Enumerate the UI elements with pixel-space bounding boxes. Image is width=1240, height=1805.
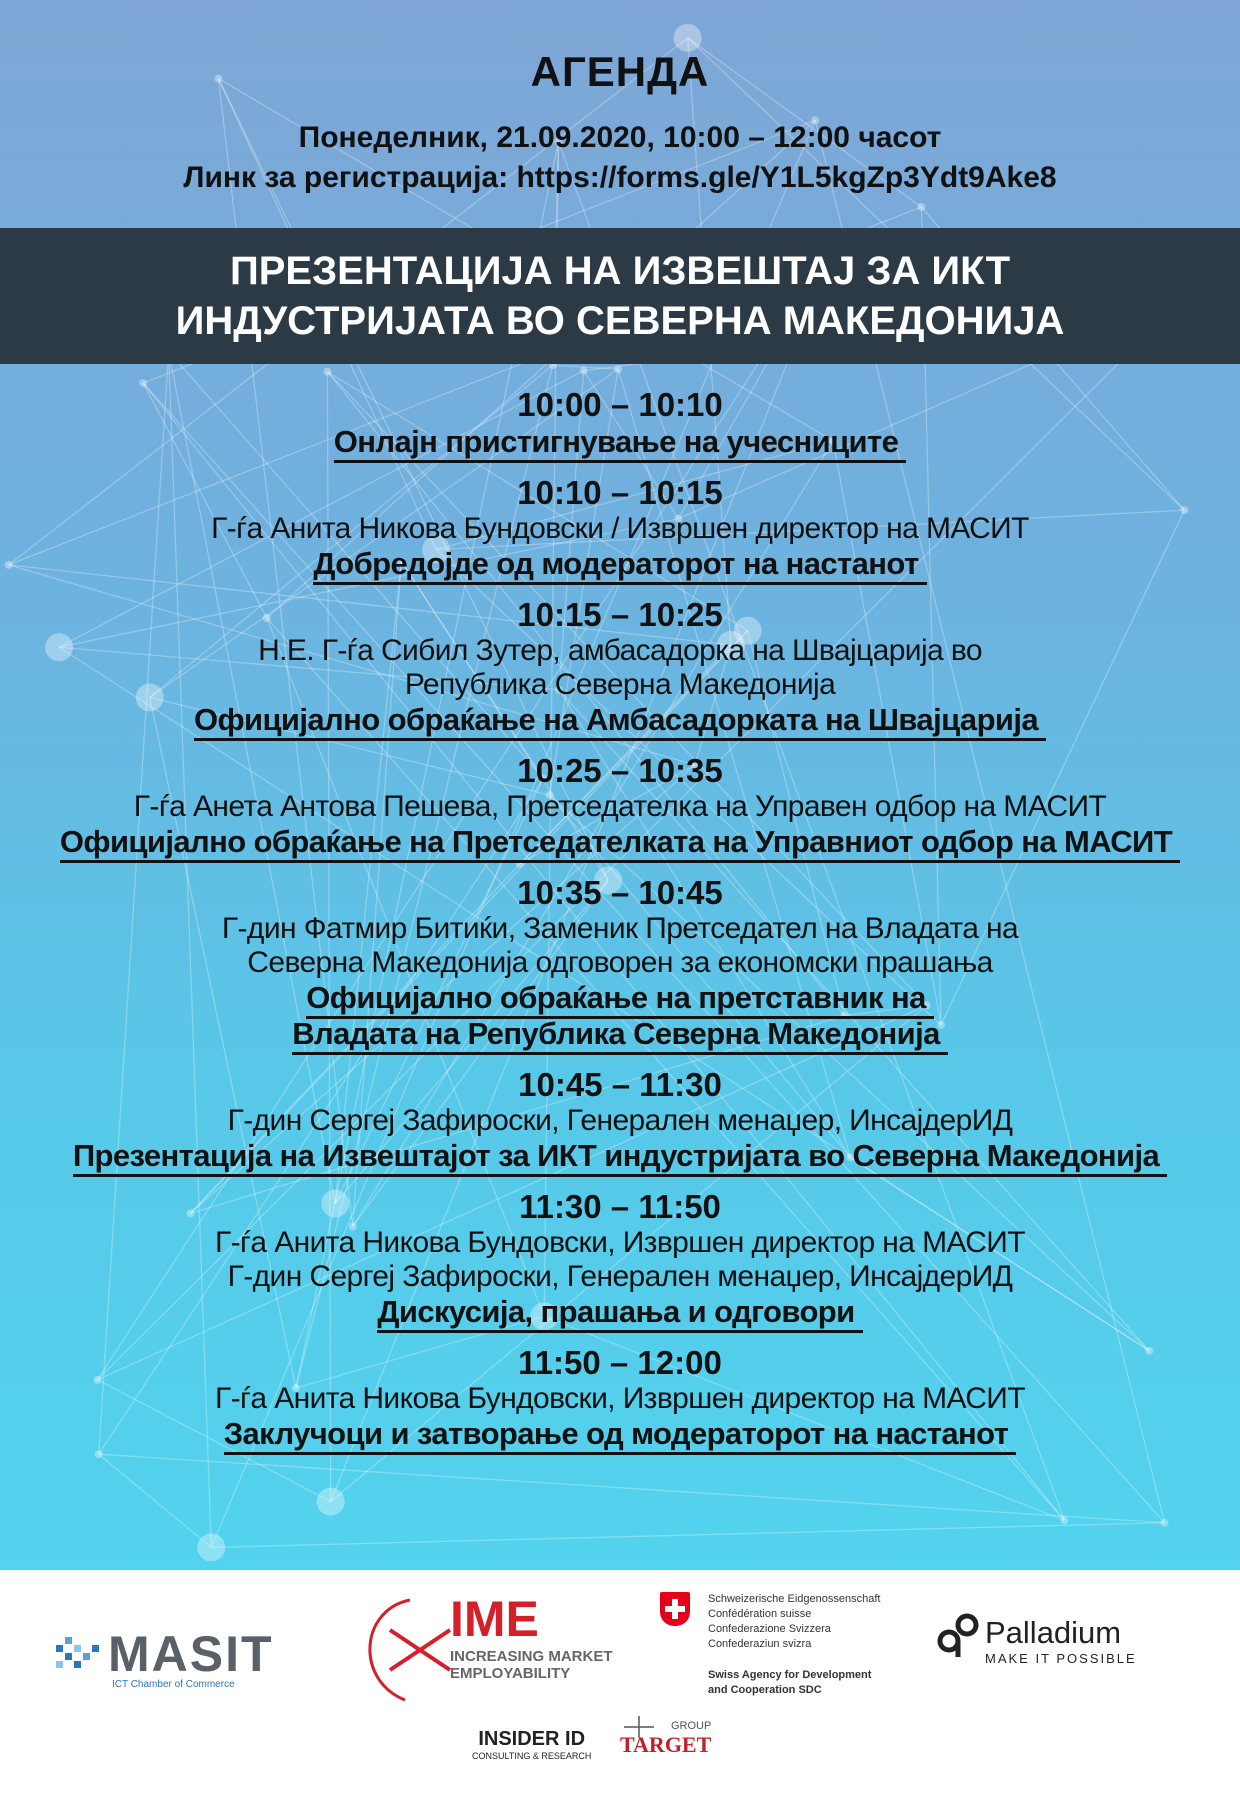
agenda-item	[0, 386, 1240, 460]
agenda-item	[0, 874, 1240, 1052]
agenda-topic	[0, 1138, 1240, 1174]
page-title: АГЕНДА	[530, 48, 710, 95]
agenda-speaker: Г-дин Сергеј Зафироски, Генерален менаџер, ИнсајдерИД	[227, 1104, 1013, 1137]
target-group: GROUP	[670, 1720, 712, 1732]
agenda-time: 11:50 – 12:00	[518, 1344, 722, 1381]
agenda-topic	[0, 424, 1240, 460]
insider-name: INSIDER ID	[478, 1728, 586, 1750]
agenda-item	[0, 752, 1240, 860]
agenda-speaker: Г-ѓа Анита Никова Бундовски, Извршен директор на МАСИТ	[215, 1226, 1025, 1259]
ime-logo	[350, 1590, 613, 1682]
agenda-item	[0, 474, 1240, 582]
agenda-topic	[0, 980, 1240, 1016]
palladium-sub: MAKE IT POSSIBLE	[985, 1651, 1137, 1666]
partner-logos	[0, 1570, 1240, 1805]
agenda-topic	[0, 1416, 1240, 1452]
agenda-topic-text: Официјално обраќање на Претседателката на Управниот одбор на МАСИТ	[60, 824, 1180, 863]
agenda-speaker: Република Северна Македонија	[404, 668, 836, 701]
agenda-speaker: Н.Е. Г-ѓа Сибил Зутер, амбасадорка на Швајцарија во	[258, 634, 982, 667]
agenda-time: 10:00 – 10:10	[517, 386, 723, 423]
agenda-topic	[0, 1294, 1240, 1330]
agenda-topic-text: Официјално обраќање на Амбасадорката на Швајцарија	[194, 702, 1046, 741]
agenda-time: 10:10 – 10:15	[517, 474, 723, 511]
ime-name: IME	[450, 1591, 539, 1647]
insider-sub: CONSULTING & RESEARCH	[472, 1751, 592, 1761]
agenda-topic	[0, 1016, 1240, 1052]
swiss-name-de: Schweizerische Eidgenossenschaft	[708, 1593, 881, 1605]
agenda-time: 10:15 – 10:25	[517, 596, 723, 633]
agenda-item	[0, 1344, 1240, 1452]
target-crosshair-icon	[624, 1716, 654, 1738]
header	[0, 48, 1240, 198]
agenda-topic	[0, 824, 1240, 860]
swiss-name-it: Confederazione Svizzera	[708, 1623, 831, 1635]
agenda-speaker: Г-дин Сергеј Зафироски, Генерален менаџер, ИнсајдерИД	[227, 1260, 1013, 1293]
masit-dots-icon	[52, 1631, 112, 1681]
registration-link[interactable]: Линк за регистрација: https://forms.gle/Y1L5kgZp3Ydt9Ake8	[183, 161, 1057, 194]
agenda-topic	[0, 702, 1240, 738]
banner-line-2: ИНДУСТРИЈАТА ВО СЕВЕРНА МАКЕДОНИЈА	[175, 299, 1065, 343]
agenda-topic	[0, 546, 1240, 582]
agenda-time: 10:45 – 11:30	[518, 1066, 722, 1103]
swiss-sdc-logo	[660, 1592, 910, 1698]
event-title-banner	[0, 228, 1240, 364]
agenda-topic-text: Официјално обраќање на претставник на	[306, 980, 933, 1019]
agenda-time: 10:25 – 10:35	[517, 752, 723, 789]
agenda-topic-text: Добредојде од модераторот на настанот	[313, 546, 926, 585]
palladium-name: Palladium	[985, 1615, 1122, 1650]
agenda-topic-text: Дискусија, прашања и одговори	[377, 1294, 862, 1333]
agenda-speaker: Г-дин Фатмир Битиќи, Заменик Претседател на Владата на	[221, 912, 1019, 945]
masit-name: MASIT	[108, 1626, 274, 1682]
ime-swirl-icon	[350, 1590, 460, 1710]
insider-id-logo	[472, 1728, 591, 1761]
agenda-item	[0, 596, 1240, 738]
agenda-topic-text: Заклучоци и затворање од модераторот на настанот	[224, 1416, 1017, 1455]
agenda-speaker: Северна Македонија одговорен за економски прашања	[247, 946, 993, 979]
masit-sub: ICT Chamber of Commerce	[112, 1679, 235, 1690]
agenda-speaker: Г-ѓа Анита Никова Бундовски, Извршен директор на МАСИТ	[215, 1382, 1025, 1415]
swiss-name-fr: Confédération suisse	[708, 1608, 812, 1620]
swiss-cross-icon	[660, 1592, 690, 1626]
agenda-item	[0, 1188, 1240, 1330]
sdc-line-2: and Cooperation SDC	[708, 1684, 822, 1696]
ime-sub-2: EMPLOYABILITY	[450, 1665, 571, 1682]
palladium-mark-icon	[935, 1609, 985, 1659]
agenda-time: 10:35 – 10:45	[517, 874, 723, 911]
agenda-topic-text: Онлајн пристигнување на учесниците	[334, 424, 906, 463]
agenda-topic-text: Владата на Република Северна Македонија	[292, 1016, 948, 1055]
banner-line-1: ПРЕЗЕНТАЦИЈА НА ИЗВЕШТАЈ ЗА ИКТ	[229, 249, 1011, 293]
palladium-logo	[935, 1615, 1137, 1666]
agenda-speaker: Г-ѓа Анета Антова Пешева, Претседателка на Управен одбор на МАСИТ	[133, 790, 1107, 823]
target-name: TARGET	[620, 1732, 712, 1757]
group-target-logo	[620, 1720, 711, 1758]
ime-sub-1: INCREASING MARKET	[450, 1648, 613, 1665]
swiss-name-rm: Confederaziun svizra	[708, 1638, 812, 1650]
agenda-list	[0, 386, 1240, 1466]
agenda-item	[0, 1066, 1240, 1174]
sdc-line-1: Swiss Agency for Development	[708, 1669, 872, 1681]
date-line: Понеделник, 21.09.2020, 10:00 – 12:00 часот	[298, 121, 942, 154]
agenda-topic-text: Презентација на Извештајот за ИКТ индустријата во Северна Македонија	[73, 1138, 1167, 1177]
masit-logo	[52, 1625, 274, 1690]
agenda-speaker: Г-ѓа Анита Никова Бундовски / Извршен директор на МАСИТ	[211, 512, 1029, 545]
agenda-time: 11:30 – 11:50	[519, 1188, 721, 1225]
